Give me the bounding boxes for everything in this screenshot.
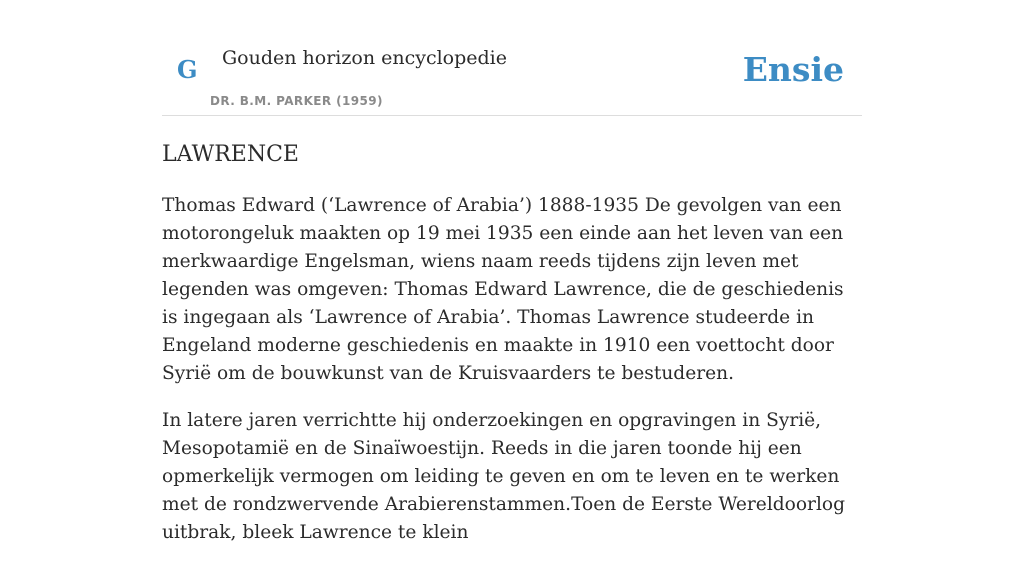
book-title[interactable]: Gouden horizon encyclopedie — [222, 47, 507, 69]
header — [162, 0, 862, 116]
entry-content — [162, 192, 862, 566]
page — [162, 0, 862, 543]
book-author: DR. B.M. PARKER (1959) — [210, 94, 383, 108]
book-logo-icon[interactable]: G — [177, 55, 198, 84]
paragraph: In latere jaren verrichtte hij onderzoekingen en opgravingen in Syrië, Mesopotamië en de Sinaïwoestijn. Reeds in die jaren toonde hij een opmerkelijk vermogen om leiding te geven en om te leven en te werken met de rondzwervende Arabierenstammen.Toen de Eerste Wereldoorlog uitbrak, bleek Lawrence te klein — [162, 410, 845, 543]
entry-title: LAWRENCE — [162, 142, 299, 167]
brand-logo[interactable]: Ensie — [742, 50, 844, 89]
paragraph: Thomas Edward (‘Lawrence of Arabia’) 1888-1935 De gevolgen van een motorongeluk maakten op 19 mei 1935 een einde aan het leven van een merkwaardige Engelsman, wiens naam reeds tijdens zijn leven met legenden was omgeven: Thomas Edward Lawrence, die de geschiedenis is ingegaan als ‘Lawrence of Arabia’. Thomas Lawrence studeerde in Engeland moderne geschiedenis en maakte in 1910 een voettocht door Syrië om de bouwkunst van de Kruisvaarders te bestuderen. — [162, 195, 844, 384]
